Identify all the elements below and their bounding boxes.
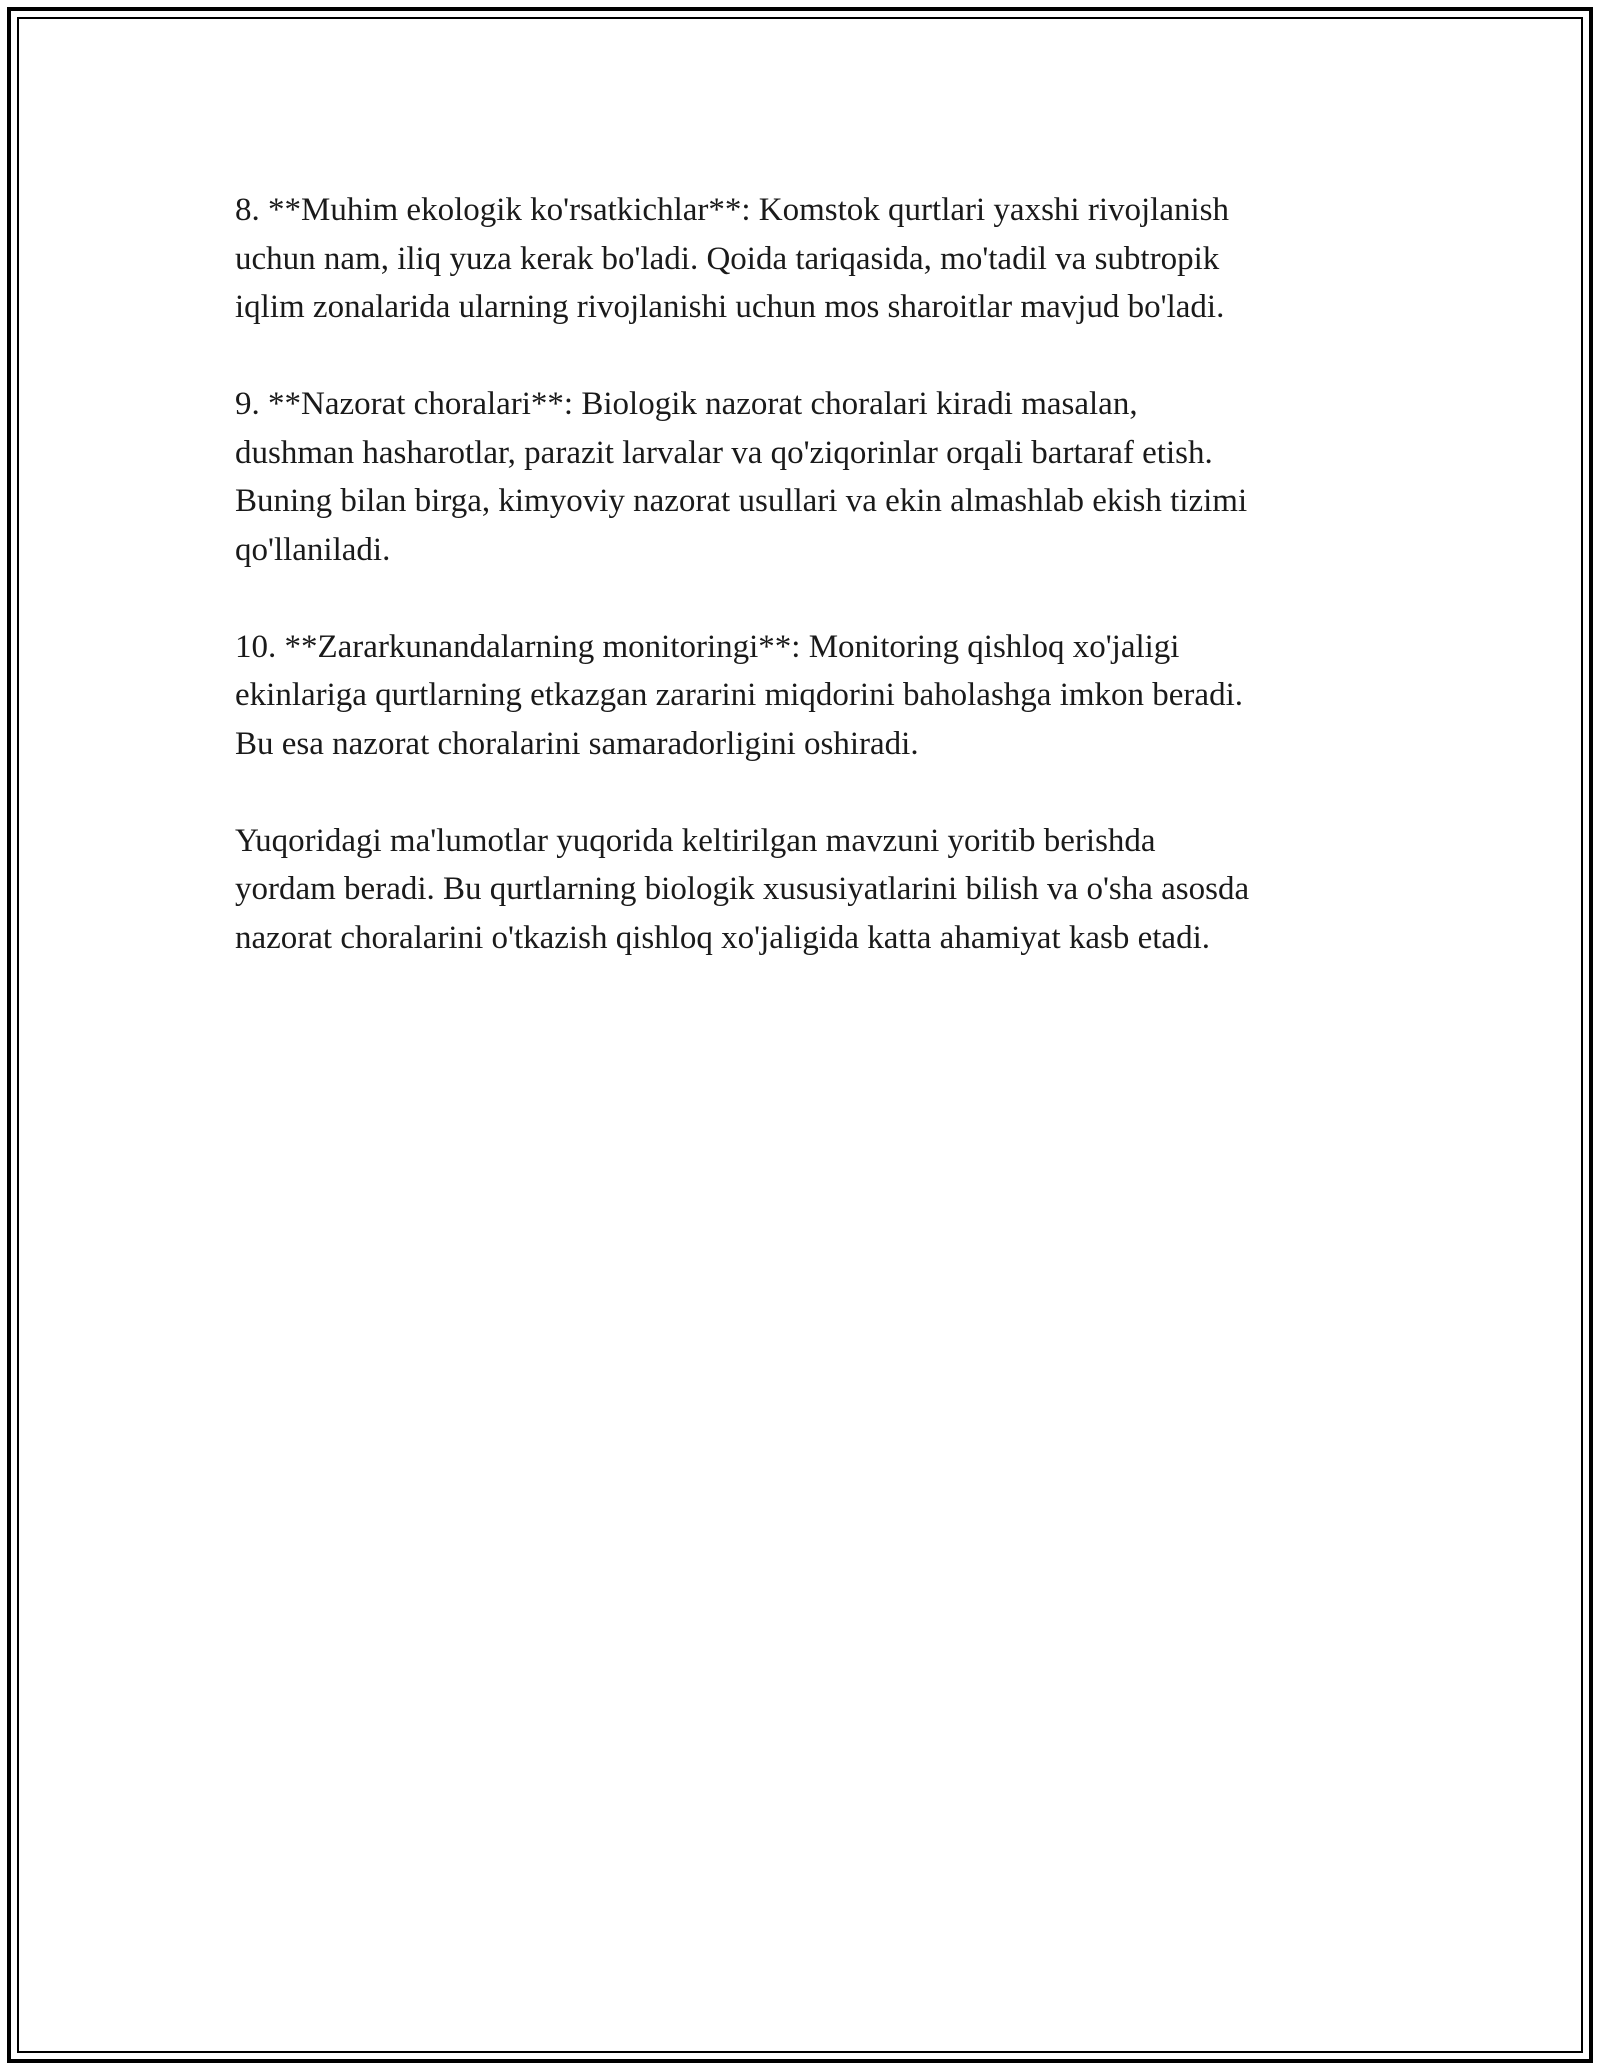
paragraph-pest-monitoring: 10. **Zararkunandalarning monitoringi**: Monitoring qishloq xo'jaligi ekinlariga qurtlarning etkazgan zararini miqdorini baholashga imkon beradi. Bu esa nazorat choralarini samaradorligini oshiradi. <box>235 628 1243 762</box>
document-body <box>235 186 1375 1011</box>
paragraph-control-measures: 9. **Nazorat choralari**: Biologik nazorat choralari kiradi masalan, dushman hasharotlar, parazit larvalar va qo'ziqorinlar orqali bartaraf etish. Buning bilan birga, kimyoviy nazorat usullari va ekin almashlab ekish tizimi qo'llaniladi. <box>235 386 1248 568</box>
paragraph-ecological-indicators: 8. **Muhim ekologik ko'rsatkichlar**: Komstok qurtlari yaxshi rivojlanish uchun nam, iliq yuza kerak bo'ladi. Qoida tariqasida, mo'tadil va subtropik iqlim zonalarida ularning rivojlanishi uchun mos sharoitlar mavjud bo'ladi. <box>235 192 1229 325</box>
paragraph-conclusion: Yuqoridagi ma'lumotlar yuqorida keltirilgan mavzuni yoritib berishda yordam beradi. Bu qurtlarning biologik xususiyatlarini bilish va o'sha asosda nazorat choralarini o'tkazish qishloq xo'jaligida katta ahamiyat kasb etadi. <box>235 822 1250 956</box>
